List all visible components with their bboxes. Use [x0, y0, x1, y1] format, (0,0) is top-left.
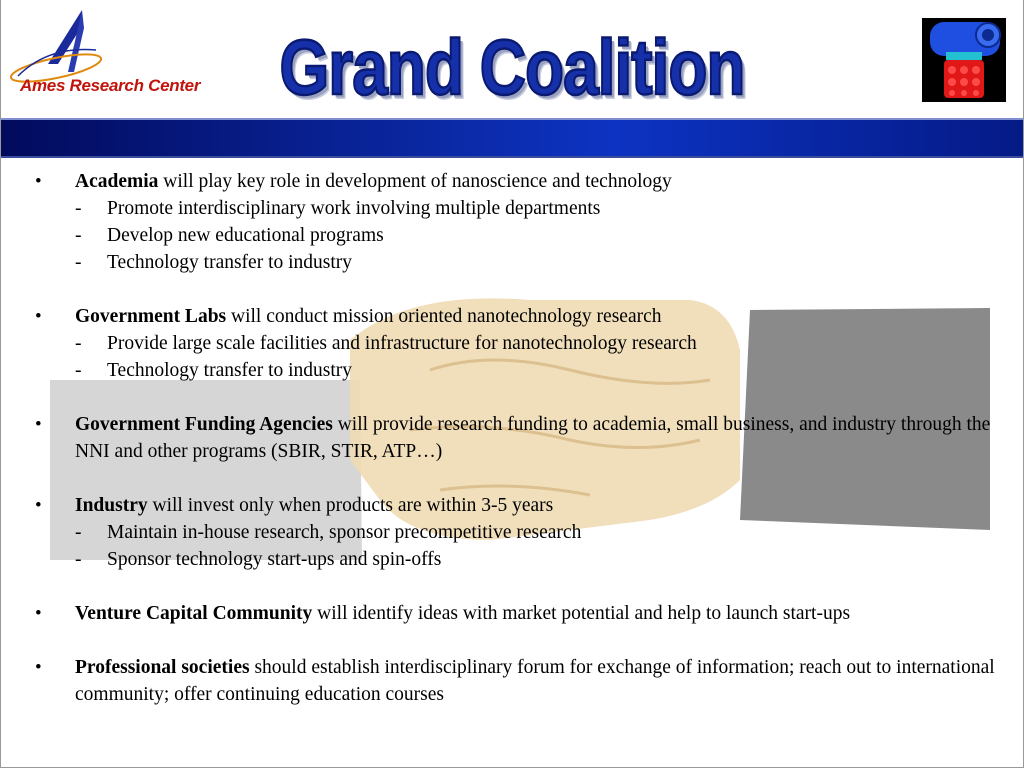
sub-bullet-text: Technology transfer to industry [107, 360, 353, 381]
dash-glyph: - [75, 360, 82, 381]
bullet-description: will conduct mission oriented nanotechnology research [226, 306, 662, 327]
sub-bullet-text: Promote interdisciplinary work involving multiple departments [107, 198, 601, 219]
bullet-description: will play key role in development of nanoscience and technology [158, 171, 672, 192]
sub-bullet [0, 249, 1024, 276]
sub-bullet [0, 519, 1024, 546]
sub-bullet-text: Develop new educational programs [107, 225, 384, 246]
bullet-item [0, 492, 1024, 573]
sub-bullet-text: Maintain in-house research, sponsor precompetitive research [107, 522, 582, 543]
bullet-item [0, 411, 1024, 465]
frame-left [0, 0, 1, 768]
dash-glyph: - [75, 333, 82, 354]
nanotube-image-icon [922, 18, 1006, 102]
bullet-glyph: • [35, 495, 42, 516]
bullet-item [0, 303, 1024, 384]
bullet-glyph: • [35, 306, 42, 327]
sub-bullet [0, 357, 1024, 384]
sub-bullet [0, 546, 1024, 573]
bullet-item [0, 654, 1024, 708]
sub-bullet [0, 222, 1024, 249]
sub-bullet [0, 330, 1024, 357]
dash-glyph: - [75, 225, 82, 246]
page-title: Grand Coalition [279, 23, 745, 112]
bullet-item [0, 600, 1024, 627]
bullet-term: Government Funding Agencies [75, 414, 333, 435]
bullet-item [0, 168, 1024, 276]
dash-glyph: - [75, 252, 82, 273]
bullet-text [75, 168, 1005, 195]
title-band [0, 118, 1024, 158]
bullet-term: Industry [75, 495, 148, 516]
bullet-description: will provide research funding to academia, small business, and industry through the NNI and other programs (SBIR, STIR, ATP…) [75, 414, 991, 462]
slide-header [0, 0, 1024, 118]
bullet-text [75, 654, 1005, 708]
dash-glyph: - [75, 198, 82, 219]
bullet-list [0, 168, 1024, 735]
logo-text: Ames Research Center [20, 76, 201, 95]
dash-glyph: - [75, 522, 82, 543]
bullet-description: should establish interdisciplinary forum for exchange of information; reach out to international community; offer continuing education courses [75, 657, 995, 705]
bullet-glyph: • [35, 657, 42, 678]
bullet-term: Professional societies [75, 657, 250, 678]
sub-bullet-text: Sponsor technology start-ups and spin-offs [107, 549, 442, 570]
bullet-text [75, 411, 1005, 465]
bullet-glyph: • [35, 414, 42, 435]
sub-bullet [0, 195, 1024, 222]
sub-bullet-text: Provide large scale facilities and infrastructure for nanotechnology research [107, 333, 697, 354]
sub-bullet-text: Technology transfer to industry [107, 252, 353, 273]
dash-glyph: - [75, 549, 82, 570]
bullet-text [75, 492, 1005, 519]
bullet-glyph: • [35, 603, 42, 624]
bullet-description: will identify ideas with market potential and help to launch start-ups [312, 603, 851, 624]
bullet-text [75, 600, 1005, 627]
bullet-text [75, 303, 1005, 330]
bullet-term: Government Labs [75, 306, 227, 327]
bullet-description: will invest only when products are within 3-5 years [147, 495, 554, 516]
bullet-term: Venture Capital Community [75, 603, 313, 624]
bullet-glyph: • [35, 171, 42, 192]
bullet-term: Academia [75, 171, 159, 192]
